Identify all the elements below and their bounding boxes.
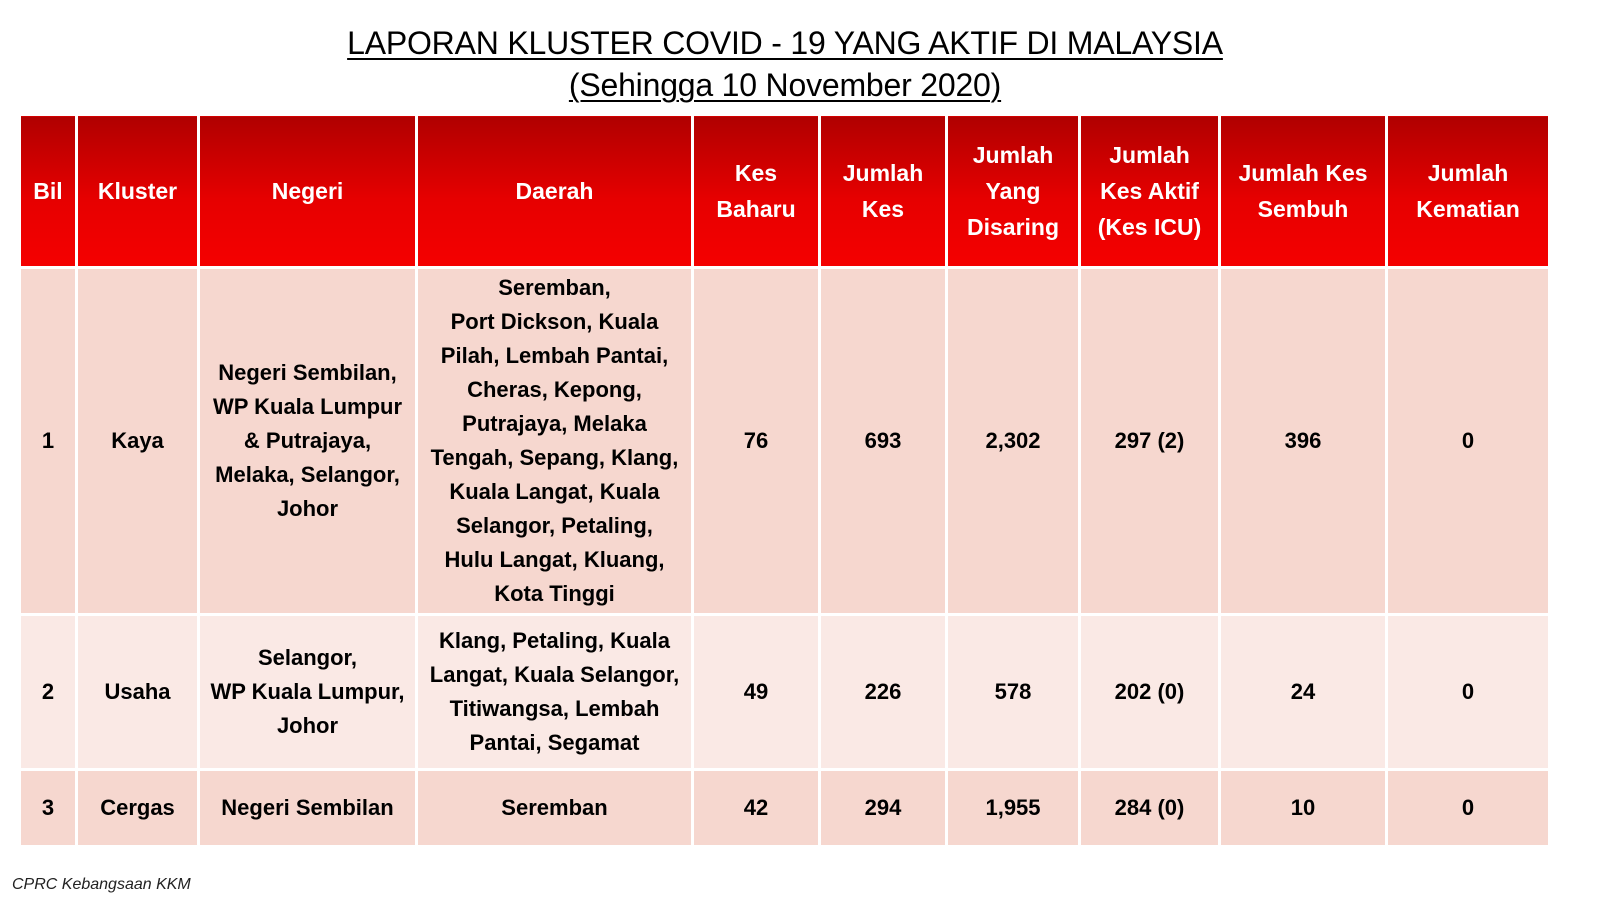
cell-jumlah-disaring: 2,302 [947, 268, 1080, 615]
header-negeri: Negeri [199, 115, 417, 268]
cell-jumlah-kes: 693 [820, 268, 947, 615]
header-kes-aktif: Jumlah Kes Aktif (Kes ICU) [1080, 115, 1220, 268]
cell-daerah: Seremban [417, 770, 693, 847]
title-line-2: (Sehingga 10 November 2020) [568, 67, 1002, 103]
cell-kes-baharu: 42 [693, 770, 820, 847]
cell-kes-baharu: 49 [693, 615, 820, 770]
table-row [20, 615, 1550, 770]
table-header-row [20, 115, 1550, 268]
header-jumlah-kes: Jumlah Kes [820, 115, 947, 268]
header-daerah: Daerah [417, 115, 693, 268]
source-note: CPRC Kebangsaan KKM [12, 876, 191, 893]
cell-kes-aktif: 297 (2) [1080, 268, 1220, 615]
cell-kluster: Kaya [77, 268, 199, 615]
cell-sembuh: 10 [1220, 770, 1387, 847]
cell-negeri: Negeri Sembilan [199, 770, 417, 847]
cell-jumlah-kes: 294 [820, 770, 947, 847]
cell-kluster: Usaha [77, 615, 199, 770]
cell-kes-aktif: 284 (0) [1080, 770, 1220, 847]
table-row [20, 268, 1550, 615]
header-kluster: Kluster [77, 115, 199, 268]
header-sembuh: Jumlah Kes Sembuh [1220, 115, 1387, 268]
cell-kes-aktif: 202 (0) [1080, 615, 1220, 770]
table-row [20, 770, 1550, 847]
cell-daerah: Klang, Petaling, Kuala Langat, Kuala Selangor, Titiwangsa, Lembah Pantai, Segamat [417, 615, 693, 770]
cell-negeri: Negeri Sembilan, WP Kuala Lumpur & Putrajaya, Melaka, Selangor, Johor [199, 268, 417, 615]
cell-bil: 2 [20, 615, 77, 770]
cell-kes-baharu: 76 [693, 268, 820, 615]
header-kematian: Jumlah Kematian [1387, 115, 1550, 268]
cell-kematian: 0 [1387, 268, 1550, 615]
cell-bil: 3 [20, 770, 77, 847]
cell-jumlah-disaring: 1,955 [947, 770, 1080, 847]
header-bil: Bil [20, 115, 77, 268]
cell-sembuh: 396 [1220, 268, 1387, 615]
cell-sembuh: 24 [1220, 615, 1387, 770]
header-jumlah-disaring: Jumlah Yang Disaring [947, 115, 1080, 268]
cluster-table [18, 113, 1551, 848]
cell-jumlah-disaring: 578 [947, 615, 1080, 770]
cell-kematian: 0 [1387, 770, 1550, 847]
header-kes-baharu: Kes Baharu [693, 115, 820, 268]
report-title [0, 22, 1570, 106]
cell-daerah: Seremban, Port Dickson, Kuala Pilah, Lembah Pantai, Cheras, Kepong, Putrajaya, Melaka Tengah, Sepang, Klang, Kuala Langat, Kuala Selangor, Petaling, Hulu Langat, Kluang, Kota Tinggi [417, 268, 693, 615]
cell-kematian: 0 [1387, 615, 1550, 770]
title-line-1: LAPORAN KLUSTER COVID - 19 YANG AKTIF DI MALAYSIA [347, 25, 1223, 61]
cell-negeri: Selangor, WP Kuala Lumpur, Johor [199, 615, 417, 770]
cell-jumlah-kes: 226 [820, 615, 947, 770]
cell-kluster: Cergas [77, 770, 199, 847]
cell-bil: 1 [20, 268, 77, 615]
